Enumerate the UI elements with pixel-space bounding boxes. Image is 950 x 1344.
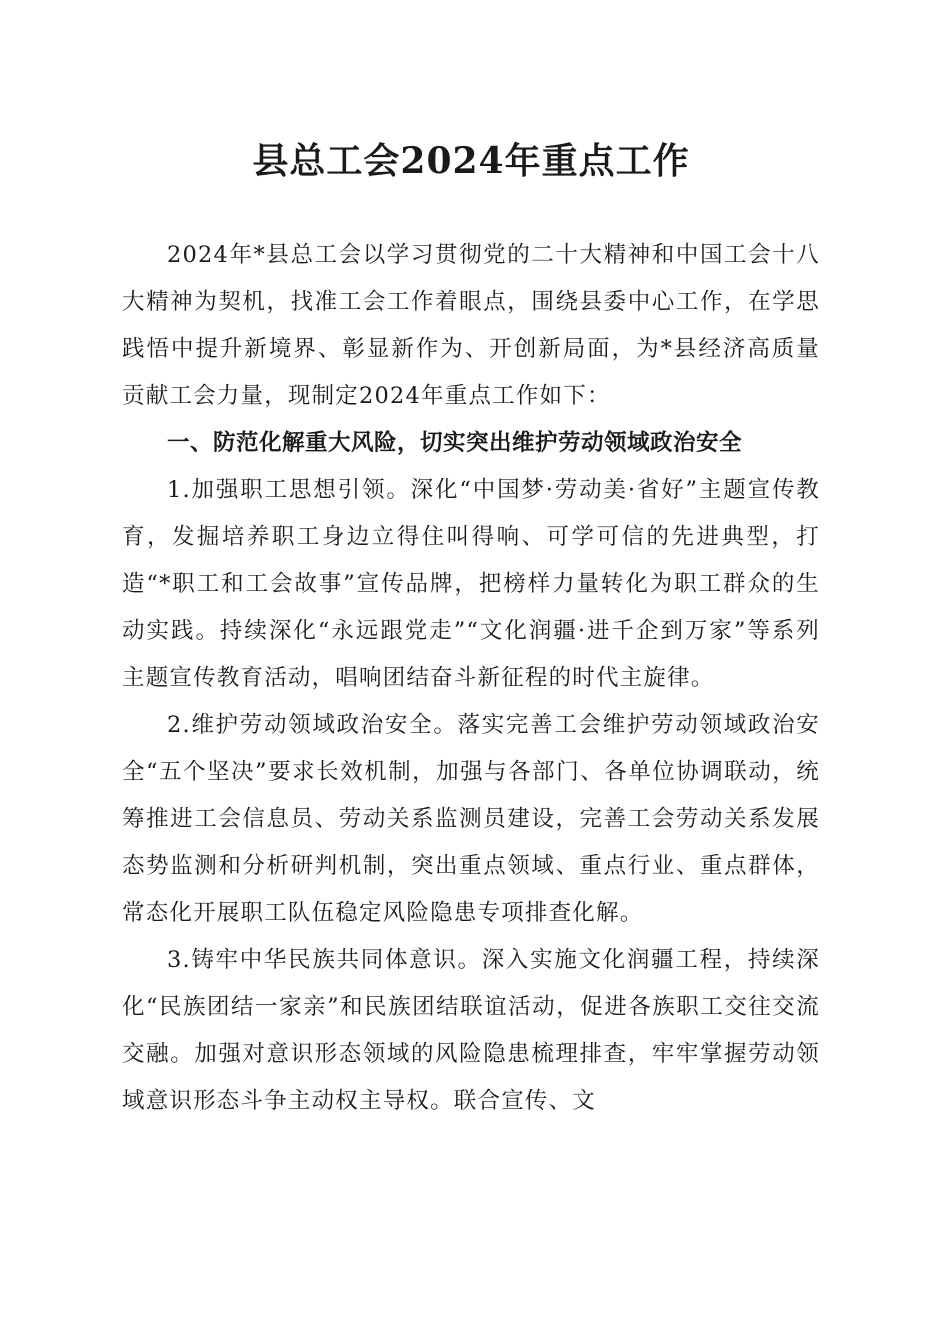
- item-paragraph-2: 2.维护劳动领域政治安全。落实完善工会维护劳动领域政治安全“五个坚决”要求长效机制，加强与各部门、各单位协调联动，统筹推进工会信息员、劳动关系监测员建设，完善工会劳动关系发展态势监测和分析研判机制，突出重点领域、重点行业、重点群体，常态化开展职工队伍稳定风险隐患专项排查化解。: [122, 712, 820, 926]
- document-title: 县总工会2024年重点工作: [252, 140, 690, 182]
- intro-paragraph: 2024年*县总工会以学习贯彻党的二十大精神和中国工会十八大精神为契机，找准工会工作着眼点，围绕县委中心工作，在学思践悟中提升新境界、彰显新作为、开创新局面，为*县经济高质量贡献工会力量，现制定2024年重点工作如下：: [122, 242, 820, 409]
- item-paragraph-3: 3.铸牢中华民族共同体意识。深入实施文化润疆工程，持续深化“民族团结一家亲”和民族团结联谊活动，促进各族职工交往交流交融。加强对意识形态领域的风险隐患梳理排查，牢牢掌握劳动领域意识形态斗争主动权主导权。联合宣传、文: [122, 947, 820, 1114]
- item-paragraph-1: 1.加强职工思想引领。深化“中国梦·劳动美·省好”主题宣传教育，发掘培养职工身边立得住叫得响、可学可信的先进典型，打造“*职工和工会故事”宣传品牌，把榜样力量转化为职工群众的生动实践。持续深化“永远跟党走”“文化润疆·进千企到万家”等系列主题宣传教育活动，唱响团结奋斗新征程的时代主旋律。: [122, 477, 820, 691]
- section-heading: 一、防范化解重大风险，切实突出维护劳动领域政治安全: [167, 430, 743, 456]
- document-body: [122, 232, 820, 1125]
